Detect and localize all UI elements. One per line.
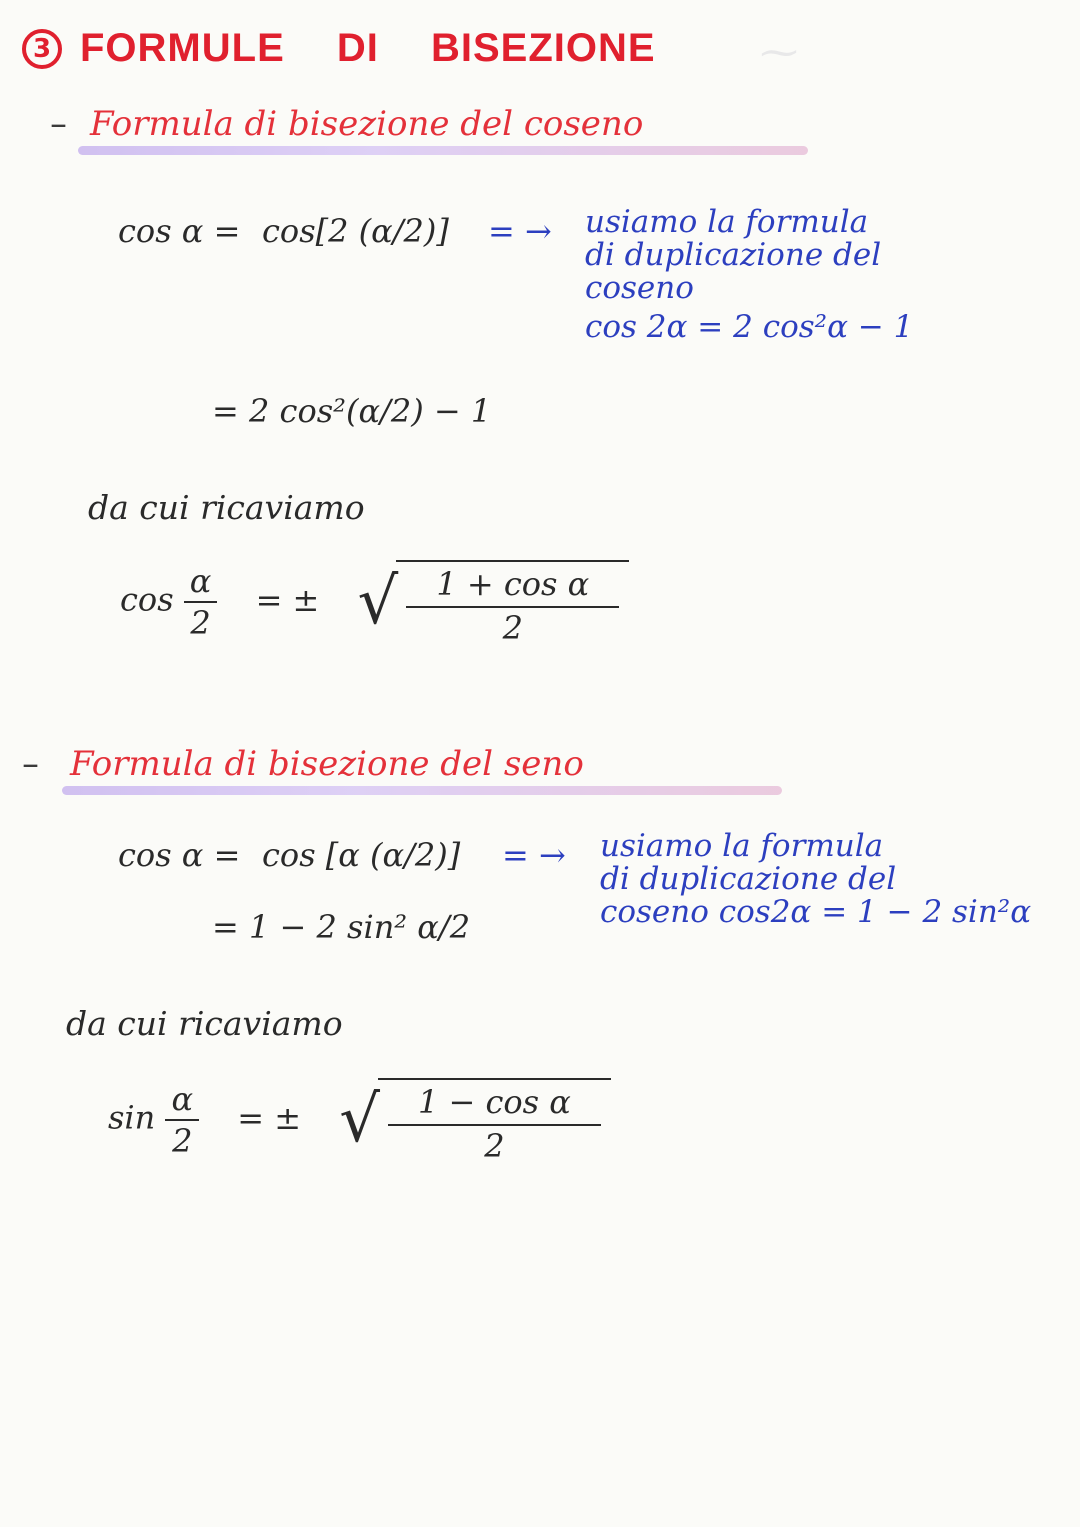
half-alpha-fraction-2 [165,1080,199,1160]
derive-text-1: da cui ricaviamo [88,488,365,527]
radicand-denominator: 2 [484,1127,505,1165]
square-root [357,560,630,647]
cos-alpha-lhs-2: cos α = [118,836,241,874]
cos-half-angle-formula [120,560,629,647]
radicand-numerator: 1 − cos α [388,1086,601,1126]
heading-dash-2: – [22,744,39,784]
note-line: coseno [585,270,694,306]
page-title [22,26,656,71]
heading-cosine: Formula di bisezione del coseno [90,104,644,144]
note-cosine [585,206,913,344]
sin-half-angle-formula [108,1078,611,1165]
sin-label: sin [108,1098,156,1137]
note-line: usiamo la formula [585,204,869,240]
implies-arrow-1: = → [488,212,552,250]
equals-plus-minus: = ± [237,1098,302,1137]
note-sine [600,830,1031,929]
sin-expansion: = 1 − 2 sin² α/2 [212,908,471,946]
sqrt-icon: √ [339,1083,380,1157]
title-text: FORMULE DI BISEZIONE [80,26,656,70]
radicand [396,560,629,647]
note-line: di duplicazione del [585,237,882,273]
heading-dash-1: – [50,104,67,144]
radicand-numerator: 1 + cos α [406,568,619,608]
radicand-fraction-2 [388,1083,601,1165]
radicand-fraction [406,565,619,647]
derive-text-2: da cui ricaviamo [66,1004,343,1043]
note-line: coseno cos2α = 1 − 2 sin²α [600,894,1032,930]
frac-numerator: α [165,1083,199,1121]
frac-denominator: 2 [190,604,211,642]
sqrt-icon: √ [357,565,399,639]
cos-expansion: = 2 cos²(α/2) − 1 [212,392,492,430]
cos-label: cos [120,580,174,619]
frac-numerator: α [184,565,218,603]
heading-highlight-1 [78,146,808,155]
frac-denominator: 2 [172,1122,193,1160]
section-number-badge: 3 [22,29,62,69]
equals-plus-minus: = ± [255,580,320,619]
square-root-2 [339,1078,611,1165]
half-alpha-fraction [184,562,218,642]
cos-double-angle-expr-2: cos [α (α/2)] [262,836,461,874]
cos-alpha-lhs: cos α = [118,212,241,250]
heading-sine: Formula di bisezione del seno [70,744,584,784]
cos-double-angle-expr: cos[2 (α/2)] [262,212,449,250]
note-line: di duplicazione del [600,861,897,897]
note-line: cos 2α = 2 cos²α − 1 [585,309,914,345]
radicand-denominator: 2 [502,609,523,647]
note-line: usiamo la formula [600,828,884,864]
bleed-through-text: ⁓ [760,30,798,74]
radicand [378,1078,611,1165]
implies-arrow-2: = → [502,836,566,874]
heading-highlight-2 [62,786,782,795]
